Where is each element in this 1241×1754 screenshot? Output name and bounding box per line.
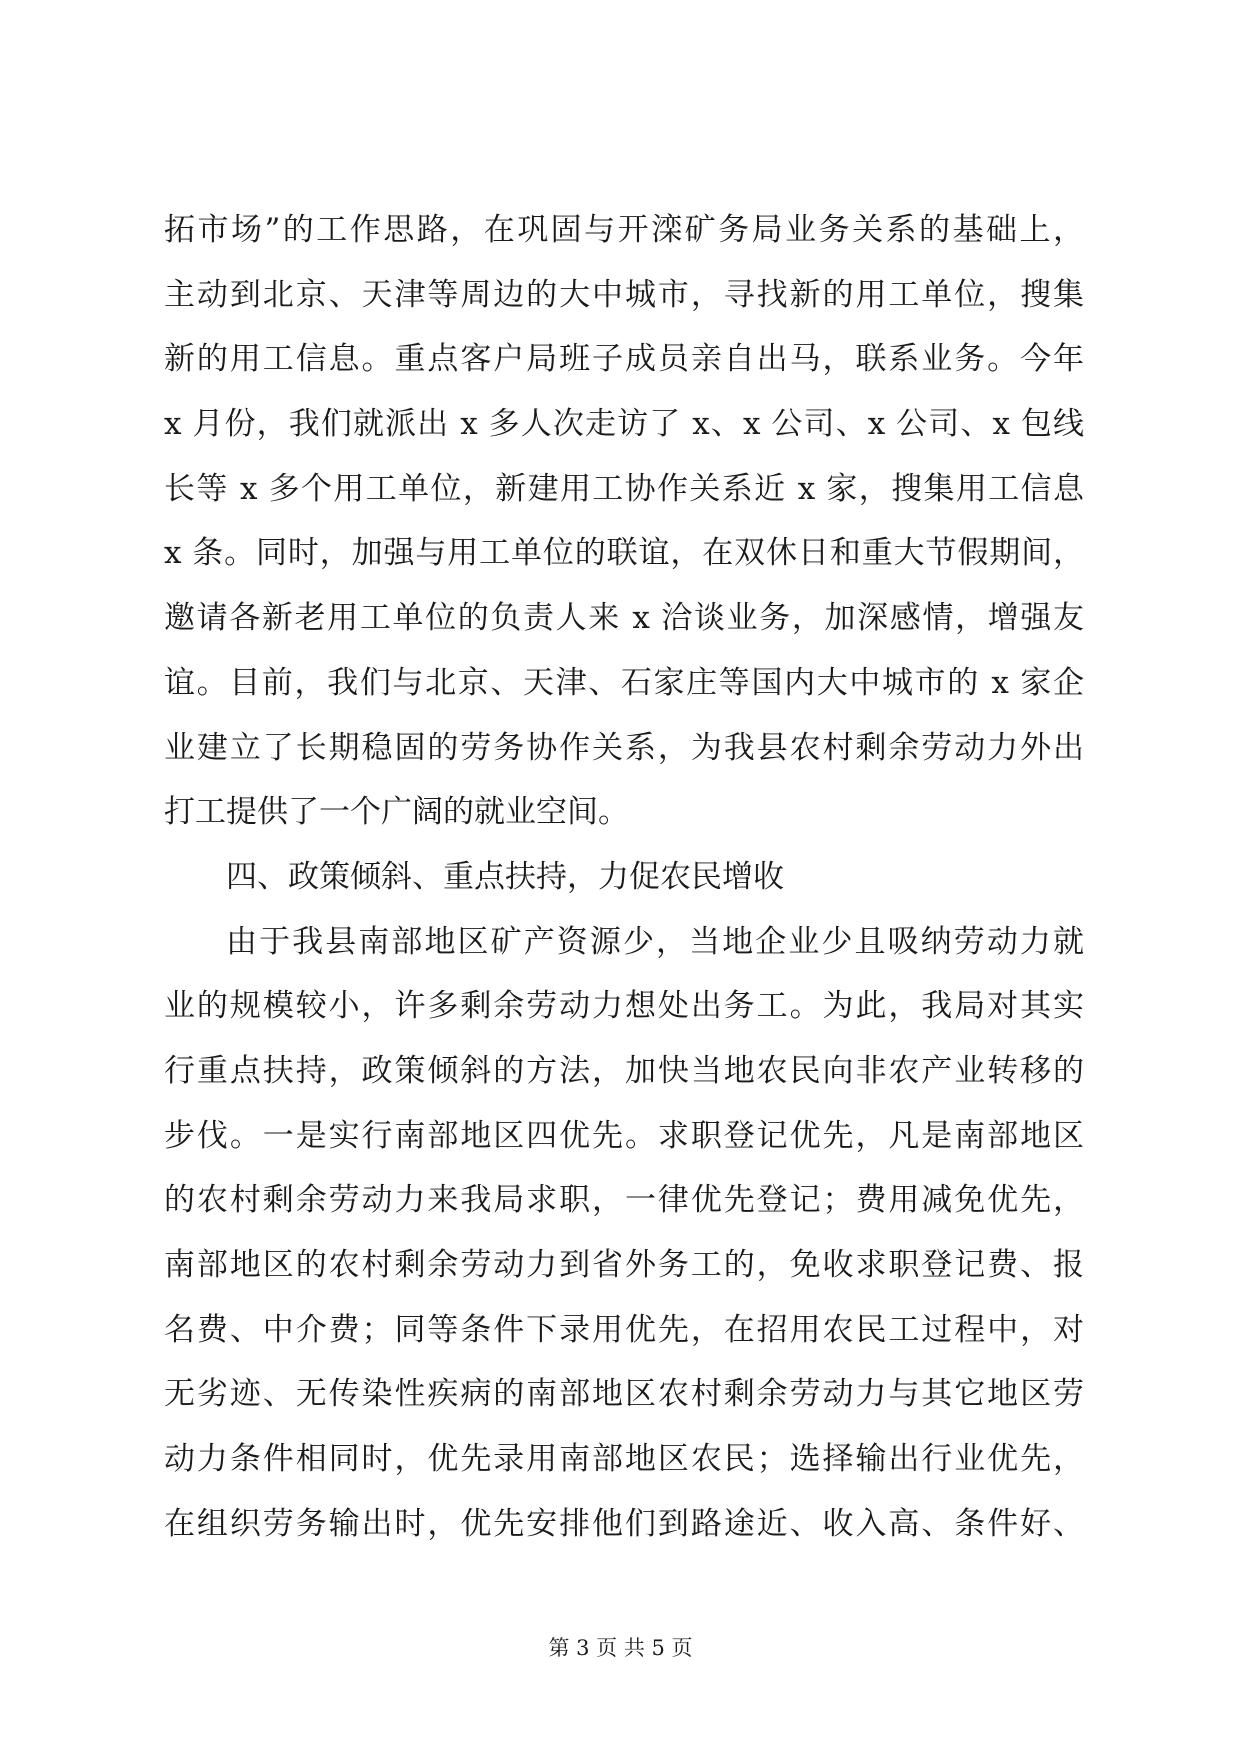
paragraph-line: 业建立了长期稳固的劳务协作关系，为我县农村剩余劳动力外出 [164,729,1084,766]
page-footer: 第 3 页 共 5 页 [548,1636,693,1660]
paragraph-line: x 条。同时，加强与用工单位的联谊，在双休日和重大节假期间， [164,535,1084,572]
paragraph-line: 长等 x 多个用工单位，新建用工协作关系近 x 家，搜集用工信息 [164,470,1084,507]
paragraph-line: 谊。目前，我们与北京、天津、石家庄等国内大中城市的 x 家企 [164,664,1084,701]
paragraph-line: 由于我县南部地区矿产资源少，当地企业少且吸纳劳动力就 [226,923,1084,960]
paragraph-line: 新的用工信息。重点客户局班子成员亲自出马，联系业务。今年 [164,341,1084,378]
document-body [164,198,1084,1556]
paragraph-line: 在组织劳务输出时，优先安排他们到路途近、收入高、条件好、 [164,1505,1084,1542]
paragraph-line: 无劣迹、无传染性疾病的南部地区农村剩余劳动力与其它地区劳 [164,1376,1084,1413]
paragraph-line: 南部地区的农村剩余劳动力到省外务工的，免收求职登记费、报 [164,1247,1084,1283]
paragraph-line: 拓市场”的工作思路，在巩固与开滦矿务局业务关系的基础上， [164,212,1084,248]
paragraph-line: 业的规模较小，许多剩余劳动力想处出务工。为此，我局对其实 [164,988,1084,1025]
paragraph-line: 主动到北京、天津等周边的大中城市，寻找新的用工单位，搜集 [164,276,1084,313]
paragraph-line: 打工提供了一个广阔的就业空间。 [164,794,629,831]
paragraph-line: 邀请各新老用工单位的负责人来 x 洽谈业务，加深感情，增强友 [164,600,1084,637]
paragraph-line: x 月份，我们就派出 x 多人次走访了 x、x 公司、x 公司、x 包线 [164,406,1084,443]
paragraph-line: 的农村剩余劳动力来我局求职，一律优先登记；费用减免优先， [164,1182,1084,1219]
paragraph-line: 动力条件相同时，优先录用南部地区农民；选择输出行业优先， [164,1441,1084,1478]
section-heading: 四、政策倾斜、重点扶持，力促农民增收 [226,858,784,895]
paragraph-line: 名费、中介费；同等条件下录用优先，在招用农民工过程中，对 [164,1311,1084,1348]
paragraph-line: 步伐。一是实行南部地区四优先。求职登记优先，凡是南部地区 [164,1117,1084,1154]
paragraph-line: 行重点扶持，政策倾斜的方法，加快当地农民向非农产业转移的 [164,1052,1084,1089]
